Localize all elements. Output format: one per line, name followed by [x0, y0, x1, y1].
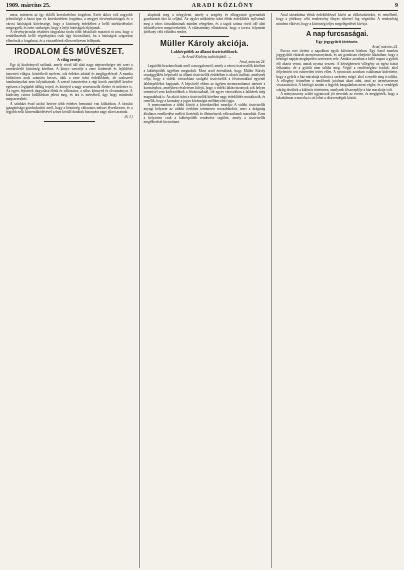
issue-date: 1909. március 25. [6, 3, 51, 9]
article-text: A menyasszony szülei ugyancsak jót nevettek az eseten, és megígérték, hogy a lakodalmon a macska is ott lehet a díszvendégek között. [276, 91, 398, 101]
divider [313, 28, 362, 29]
dateline: Arad, március 24. [239, 60, 266, 65]
column-1 [6, 13, 133, 568]
section-title: Müller Károly akciója. [160, 39, 249, 49]
column-2 [139, 13, 266, 568]
article-text: A törvényjavaslat részletes tárgyalása során több felszólaló mutatott rá arra, hogy a rendelkezések kellő végrehajtása csak úgy biztosítható, ha a hatóságok szigorúan ellenőrzik a forgalmat, és a visszaélések ellen erélyesen fellépnek. [6, 30, 133, 43]
columns [6, 13, 398, 568]
dateline: Arad, március 24. [372, 44, 398, 49]
signature: (S. I.) [124, 114, 133, 119]
column-3 [271, 13, 398, 568]
article-text: A memorandum a többi között a következőket mondja: A vidéki tisztviselők anyagi helyzete az utóbbi években tetemesen rosszabbodott, mert a drágaság általános emelkedése mellett fizetésük és illetményeik változatlanok maradtak. Ezen a helyzeten csak a lakbérpótlék rendezése segíthet, amely a tisztviselők megélhetését biztosítaná. [143, 103, 266, 125]
byline: — Az Aradi Közlöny tudósítójától. — [177, 55, 232, 60]
section-subtitle: A világ zenéje. [57, 57, 82, 63]
section-title: A nap furcsaságai. [306, 30, 369, 38]
article-text: Furcsa eset történt a napokban egyik külvárosi házban. Egy fiatal munkás jegygyűrűt vásárolt menyasszonyának, és azt gondosan elrejtette lakásában, hogy a kézfogó napján meglepetést szerezzen vele. Amikor azonban a kellő napon a gyűrűt elő akarta venni, annak nyoma veszett. A kétségbeesett vőlegény az egész házat felkutatta, de a gyűrűt nem találta meg. Végül a rendőrséghez fordult, ahol feljelentést tett ismeretlen tettes ellen. A nyomozás azonban csakhamar kiderítette, hogy a gyűrűt a ház macskája sodorta a szekrény mögé, ahol a rendőr meg is találta. A vőlegény örömében a rendőrnek jutalmat akart adni, amit az természetesen visszautasított. A kézfogó azután a legjobb hangulatban ment végbe, és a vendégek sokáig derültek a különös történeten, amelynek főszereplője a ház macskája volt. [276, 48, 398, 92]
article-text: Arad társadalma élénk érdeklődéssel kíséri az előkészületeket, és remélhető, hogy a jótékony célú rendezvény fényes sikerrel fog végződni. A rendezőség mindent elkövet, hogy a közönség teljes megelégedését kivívja. [276, 13, 398, 26]
divider [180, 36, 229, 37]
section-subtitle: Lakbérpótlék az állami tisztviselőknek. [171, 49, 238, 55]
divider [6, 44, 133, 45]
article-text: A színházi évad utolsó heteire több érdekes bemutató van kilátásban. A társulat igazgatósága gondoskodott arról, hogy a közönség változatos műsort élvezhessen, és a legjobb erők közreműködésével színre kerülő darabok bizonyára nagy sikert aratnak. [6, 101, 133, 115]
page-number: 9 [395, 3, 398, 9]
article-text: alapítsák meg a nőegyletet, amely a szegény és elhagyatott gyermekek gondozását tűzi ki céljául. Az egylet működése iránt élénk érdeklődés nyilvánult meg a város társadalmának minden rétegében, és a tagok száma rövid idő alatt tekintélyesen megnövekedett. A választmány elhatározta, hogy a tavasz folyamán jótékony célú előadást rendez. [143, 13, 266, 35]
section-subtitle: Egy jegygyűrű története. [315, 38, 359, 44]
divider [44, 121, 95, 122]
article-text: Legutóbb beszámoltunk arról a mozgalomról, amely a városi tisztviselők körében a lakbérpótlék ügyében megindult. Most arról értesülünk, hogy Müller Károly országgyűlési képviselő az állami tisztviselők érdekében is akciót indított, amelynek célja, hogy a vidéki városokban szolgáló tisztviselők a fővárosiakkal egyenlő lakbérpótlékot kapjanak. A képviselő ebben az ügyben memorandumot intézett a kormányhoz, amelyben részletesen kifejti, hogy a vidéki lakásviszonyok sok helyen semmivel sem kedvezőbbek a fővárosiaknál, sőt egyes városokban a lakbérek még magasabbak is. Az akció iránt a tisztviselők körében nagy érdeklődés mutatkozik, és remélik, hogy a kormány a jogos kívánságot méltányolni fogja. [143, 64, 266, 103]
masthead [6, 3, 398, 11]
article-text: mesz, mintsem az így előállt kereskedelmi forgalom. Ezért akkor volt nagyobb jelentőségű a hazai ipar és kereskedelem forgalma, a megyei törvényhatóságok és a városi hatóságok kötelessége, hogy a közönség érdekében a kellő intézkedéseket megtegyék, és ezért szükséges, hogy a helyi hatóságok eljárjanak. [6, 13, 133, 30]
section-title: IRODALOM ÉS MŰVÉSZET. [14, 47, 125, 57]
article-text: Egy új kiadványról szólunk, amely rövid idő alatt nagy népszerűségre tett szert a zenekedvelő közönség körében. A könyv szerzője a zene történetét és fejlődését ismerteti világos, közérthető nyelven, sok érdekes adattal és megfigyeléssel. A munka különösen azok számára becses, akik a zene iránt érdeklődnek, de szakszerű tanulmányokat nem folytathatnak. A szerző ismertetése a régi korok zenéjétől kezdve egészen a legújabb időkig terjed, és kiterjed a nagy zeneszerzők életére és műveire is. Az egyes fejezetek tárgyalása élénk és változatos, a stílus könnyed és olvasmányos. A kiadvány csinos kiállításban jelent meg, és ára is mérsékelt, úgy hogy mindenki megszerezheti. [6, 63, 133, 102]
paper-name: ARADI KÖZLÖNY [191, 3, 254, 9]
